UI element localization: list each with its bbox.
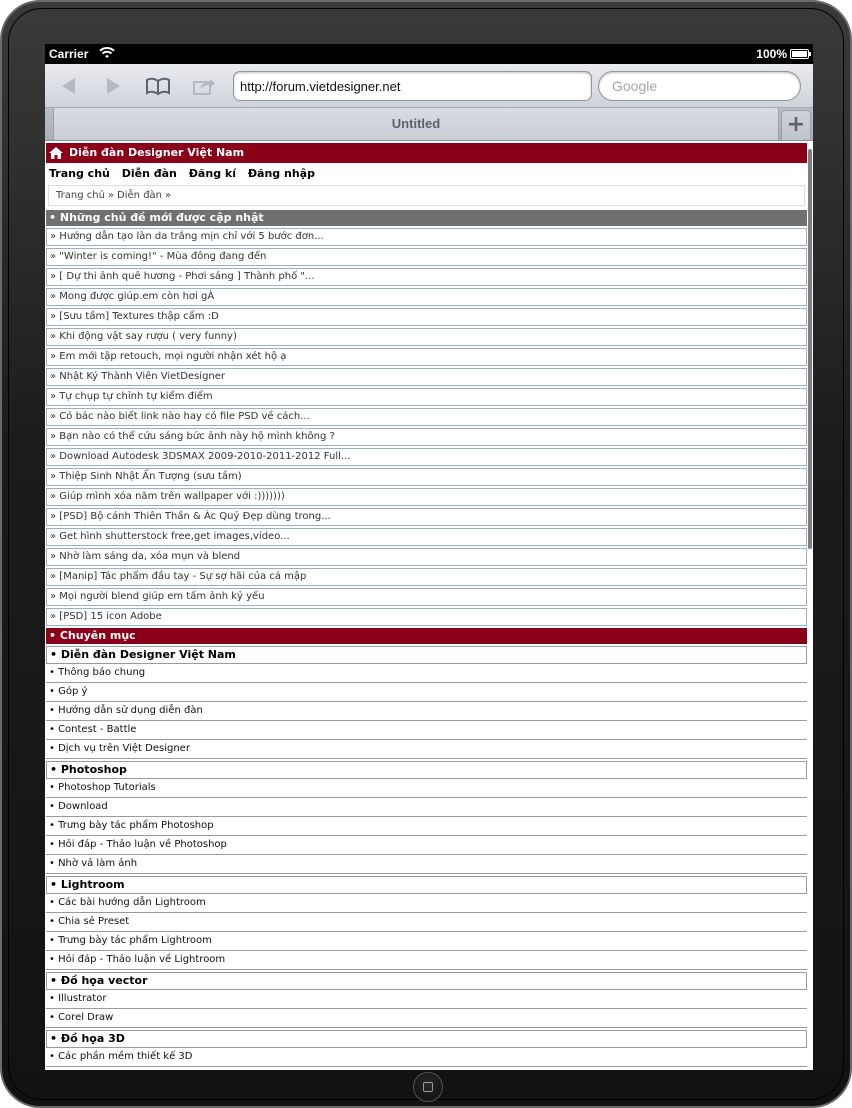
categories-header: • Chuyên mục xyxy=(46,628,807,644)
tab-bar xyxy=(45,108,813,140)
category-header[interactable]: • Photoshop xyxy=(46,761,807,779)
nav-register-link[interactable]: Đăng kí xyxy=(188,167,236,180)
category-header[interactable]: • Đồ họa vector xyxy=(46,972,807,990)
battery-icon xyxy=(790,49,809,59)
search-input[interactable]: Google xyxy=(598,71,801,101)
topic-link[interactable]: » [PSD] 15 icon Adobe xyxy=(46,608,807,626)
web-page xyxy=(45,140,813,1070)
tab-untitled[interactable]: Untitled xyxy=(53,108,779,140)
nav-home-link[interactable]: Trang chủ xyxy=(49,167,110,180)
subforum-link[interactable]: • Download xyxy=(46,798,807,817)
nav-login-link[interactable]: Đăng nhập xyxy=(247,167,315,180)
new-tab-button[interactable]: + xyxy=(781,110,811,140)
site-header[interactable] xyxy=(46,143,807,163)
subforum-link[interactable]: • Trưng bày tác phẩm Photoshop xyxy=(46,817,807,836)
subforum-link[interactable]: • Hỏi đáp - Thảo luận về Lightroom xyxy=(46,951,807,970)
subforum-link[interactable]: • Các bài hướng dẫn Lightroom xyxy=(46,894,807,913)
subforum-link[interactable]: • Các phần mềm thiết kế 3D xyxy=(46,1048,807,1067)
topic-link[interactable]: » Khi động vật say rượu ( very funny) xyxy=(46,328,807,346)
breadcrumb-separator: » xyxy=(107,190,115,201)
share-icon xyxy=(192,76,216,96)
topic-link[interactable]: » Mong được giúp.em còn hơi gÀ xyxy=(46,288,807,306)
wifi-icon xyxy=(99,46,115,60)
bookmarks-button[interactable] xyxy=(143,72,173,100)
screen xyxy=(45,44,813,1070)
home-square-icon xyxy=(423,1082,433,1092)
topic-link[interactable]: » Thiệp Sinh Nhật Ấn Tượng (sưu tầm) xyxy=(46,468,807,486)
subforum-link[interactable]: • Dịch vụ trên Việt Designer xyxy=(46,740,807,759)
subforum-link[interactable]: • Góp ý xyxy=(46,683,807,702)
subforum-link[interactable]: • Chia sẻ Preset xyxy=(46,913,807,932)
site-title: Diễn đàn Designer Việt Nam xyxy=(69,146,245,159)
topic-link[interactable]: » [ Dự thi ảnh quê hương - Phơi sáng ] Thành phố "... xyxy=(46,268,807,286)
topic-link[interactable]: » Em mới tập retouch, mọi người nhận xét hộ ạ xyxy=(46,348,807,366)
subforum-link[interactable]: • Photoshop Tutorials xyxy=(46,779,807,798)
forward-arrow-icon xyxy=(105,76,123,96)
status-bar xyxy=(45,44,813,64)
subforum-link[interactable]: • Nhờ vả làm ảnh xyxy=(46,855,807,874)
breadcrumb-forum[interactable]: Diễn đàn xyxy=(117,190,163,201)
topic-link[interactable]: » Nhờ làm sáng da, xóa mụn và blend xyxy=(46,548,807,566)
home-button[interactable] xyxy=(413,1072,443,1102)
category-header[interactable]: • Đồ họa 3D xyxy=(46,1030,807,1048)
recent-topics-header: • Những chủ đề mới được cập nhật xyxy=(46,210,807,226)
subforum-link[interactable]: • Corel Draw xyxy=(46,1009,807,1028)
subforum-link[interactable]: • Trưng bày tác phẩm Lightroom xyxy=(46,932,807,951)
topic-link[interactable]: » Hướng dẫn tạo làn da trắng mịn chỉ với 5 bước đơn... xyxy=(46,228,807,246)
breadcrumb-home[interactable]: Trang chủ xyxy=(56,190,105,201)
subforum-link[interactable]: • Contest - Battle xyxy=(46,721,807,740)
topic-link[interactable]: » [PSD] Bộ cánh Thiên Thần & Ác Quỷ Đẹp dùng trong... xyxy=(46,508,807,526)
carrier-label: Carrier xyxy=(49,47,89,61)
topic-link[interactable]: » Download Autodesk 3DSMAX 2009-2010-2011-2012 Full... xyxy=(46,448,807,466)
topic-link[interactable]: » Get hình shutterstock free,get images,video... xyxy=(46,528,807,546)
topic-link[interactable]: » "Winter is coming!" - Mùa đông đang đến xyxy=(46,248,807,266)
breadcrumb xyxy=(48,185,805,206)
page-scrollbar[interactable] xyxy=(808,149,812,549)
subforum-link[interactable]: • Hỏi đáp - Thảo luận về Photoshop xyxy=(46,836,807,855)
topic-link[interactable]: » Mọi người blend giúp em tấm ảnh kỷ yếu xyxy=(46,588,807,606)
back-button[interactable] xyxy=(53,72,83,100)
subforum-link[interactable]: • Illustrator xyxy=(46,990,807,1009)
home-icon xyxy=(49,147,63,159)
browser-toolbar xyxy=(45,64,813,108)
subforum-link[interactable]: • Thông báo chung xyxy=(46,664,807,683)
subforum-link[interactable]: • Hướng dẫn sử dụng diễn đàn xyxy=(46,702,807,721)
battery-percent: 100% xyxy=(756,47,787,61)
topic-link[interactable]: » Có bác nào biết link nào hay có file PSD về cách... xyxy=(46,408,807,426)
share-button[interactable] xyxy=(189,72,219,100)
category-header[interactable]: • Lightroom xyxy=(46,876,807,894)
topic-link[interactable]: » [Sưu tầm] Textures thập cẩm :D xyxy=(46,308,807,326)
topic-link[interactable]: » [Manip] Tác phẩm đầu tay - Sự sợ hãi của cá mập xyxy=(46,568,807,586)
url-input[interactable]: http://forum.vietdesigner.net xyxy=(233,71,592,101)
topic-link[interactable]: » Tự chụp tự chỉnh tự kiểm điểm xyxy=(46,388,807,406)
topic-link[interactable]: » Bạn nào có thể cứu sáng bức ảnh này hộ mình không ? xyxy=(46,428,807,446)
back-arrow-icon xyxy=(59,76,77,96)
book-icon xyxy=(145,76,171,96)
topic-link[interactable]: » Giúp mình xóa năm trên wallpaper với :))))))) xyxy=(46,488,807,506)
forward-button[interactable] xyxy=(99,72,129,100)
nav-bar xyxy=(46,163,807,185)
topic-link[interactable]: » Nhật Ký Thành Viên VietDesigner xyxy=(46,368,807,386)
category-header[interactable]: • Diễn đàn Designer Việt Nam xyxy=(46,646,807,664)
nav-forum-link[interactable]: Diễn đàn xyxy=(121,167,177,180)
breadcrumb-separator: » xyxy=(165,190,172,201)
